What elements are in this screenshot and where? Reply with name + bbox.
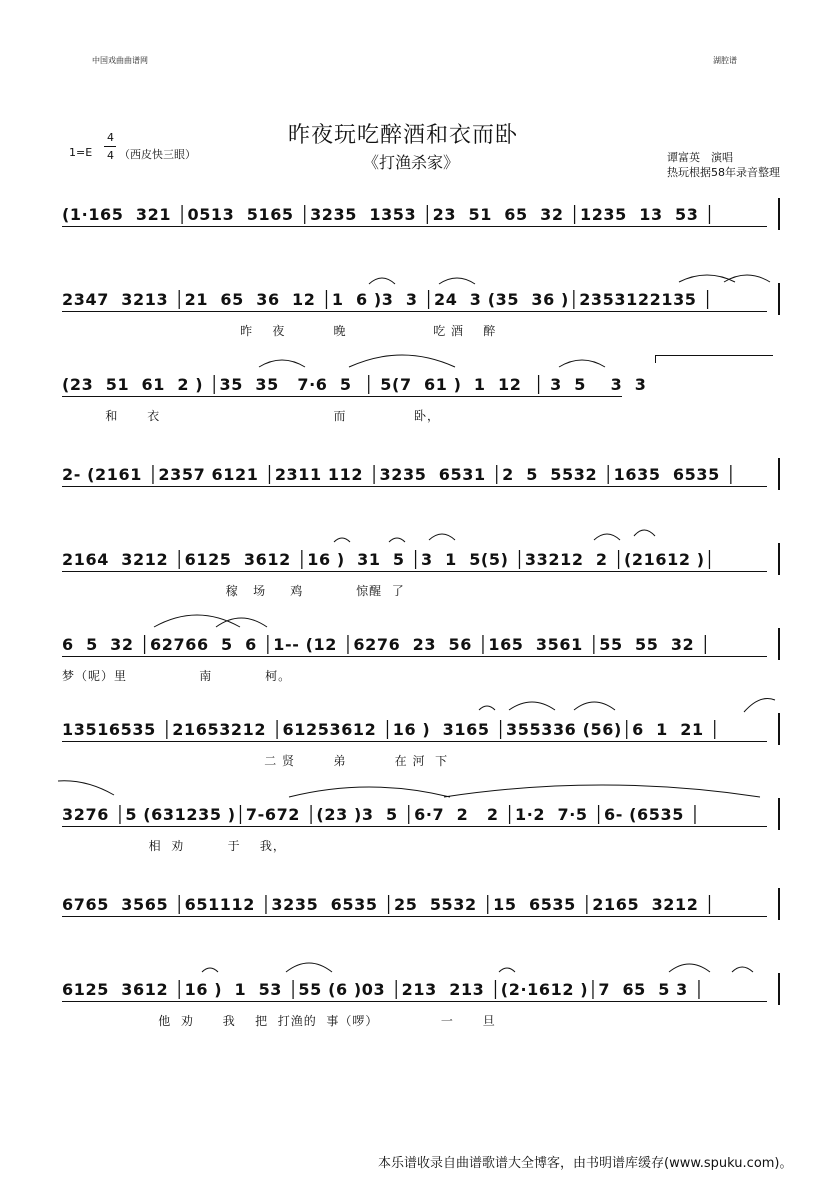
barline [778, 543, 780, 575]
slur-mark [632, 524, 657, 538]
notation-line: (23 51 61 2 ) │35 35 7·6 5 │ 5(7 61 ) 1 12 │ 3 5 3 3 [62, 375, 647, 394]
site-name: 中国戏曲曲谱网 [92, 56, 148, 65]
performer-credit: 谭富英 演唱 [667, 151, 733, 164]
score-row-10 [62, 980, 782, 1028]
notation-line: 6125 3612 │16 ) 1 53 │55 (6 )03 │213 213 │(2·1612 )│7 65 5 3 │ [62, 980, 705, 999]
notation-line: 2164 3212 │6125 3612 │16 ) 31 5 │3 1 5(5) │33212 2 │(21612 )│ [62, 550, 715, 569]
notation-line: 6765 3565 │651112 │3235 6535 │25 5532 │15 6535 │2165 3212 │ [62, 895, 715, 914]
page-subtitle: 《打渔杀家》 [363, 153, 460, 172]
beat-underline [62, 656, 767, 657]
slur-mark [347, 343, 457, 369]
score-row-2 [62, 290, 782, 338]
slur-mark [257, 353, 307, 369]
time-signature-line [104, 146, 116, 147]
bracket-tick [655, 355, 656, 363]
barline [778, 713, 780, 745]
time-signature-bottom: 4 [107, 149, 114, 162]
slur-mark [572, 694, 617, 712]
notation-line: 2- (2161 │2357 6121 │2311 112 │3235 6531 │2 5 5532 │1635 6535 │ [62, 465, 737, 484]
beat-underline [62, 741, 767, 742]
slur-mark [722, 268, 772, 284]
slur-mark [742, 694, 777, 714]
lyric-line: 和 衣 而 卧， [62, 409, 440, 423]
barline [778, 198, 780, 230]
barline [778, 628, 780, 660]
slur-mark [287, 777, 452, 799]
bracket-line [655, 355, 773, 356]
lyric-line: 昨 夜 晚 吃 酒 醉 [62, 324, 497, 338]
score-row-3 [62, 375, 782, 423]
score-row-1 [62, 205, 782, 245]
genre-label: 湖腔谱 [713, 56, 737, 65]
score-row-6 [62, 635, 782, 683]
score-row-8 [62, 805, 782, 853]
slur-mark [214, 609, 269, 629]
key-signature: 1=E [69, 146, 93, 159]
beat-underline [62, 226, 767, 227]
beat-underline [62, 396, 622, 397]
slur-mark [497, 962, 517, 974]
beat-underline [62, 571, 767, 572]
barline [778, 283, 780, 315]
slur-mark [507, 694, 557, 712]
arranger-credit: 热玩根据58年录音整理 [667, 166, 780, 179]
barline [778, 973, 780, 1005]
barline [778, 888, 780, 920]
slur-mark [56, 779, 116, 797]
score-row-9 [62, 895, 782, 935]
lyric-line: 二 贤 弟 在 河 下 [62, 754, 449, 768]
barline [778, 798, 780, 830]
footer-note: 本乐谱收录自曲谱歌谱大全博客，由书明谱库缓存(www.spuku.com)。 [378, 1156, 793, 1171]
slur-mark [284, 954, 334, 974]
notation-line: 3276 │5 (631235 )│7-672 │(23 )3 5 │6·7 2 2 │1·2 7·5 │6- (6535 │ [62, 805, 701, 824]
lyric-line: 他 劝 我 把 打渔的 事（啰） 一 旦 [62, 1014, 496, 1028]
lyric-line: 梦（呢）里 南 柯。 [62, 669, 292, 683]
slur-mark [200, 962, 220, 974]
notation-line: 2347 3213 │21 65 36 12 │1 6 )3 3 │24 3 (35 36 )│2353122135 │ [62, 290, 713, 309]
slur-mark [667, 956, 712, 974]
slur-mark [477, 700, 497, 712]
lyric-line: 稼 场 鸡 惊醒 了 [62, 584, 405, 598]
score-row-7 [62, 720, 782, 768]
beat-underline [62, 916, 767, 917]
slur-mark [437, 272, 477, 286]
slur-mark [387, 532, 407, 544]
time-signature-top: 4 [107, 131, 114, 144]
beat-underline [62, 486, 767, 487]
slur-mark [442, 773, 762, 799]
slur-mark [332, 532, 352, 544]
notation-line: 13516535 │21653212 │61253612 │16 ) 3165 │355336 (56)│6 1 21 │ [62, 720, 721, 739]
beat-underline [62, 311, 767, 312]
barline [778, 458, 780, 490]
notation-line: (1·165 321 │0513 5165 │3235 1353 │23 51 65 32 │1235 13 53 │ [62, 205, 715, 224]
slur-mark [730, 960, 755, 974]
slur-mark [557, 353, 607, 369]
score-row-5 [62, 550, 782, 598]
page-title: 昨夜玩吃醉酒和衣而卧 [288, 123, 519, 148]
slur-mark [367, 272, 397, 286]
slur-mark [592, 528, 622, 542]
beat-underline [62, 826, 767, 827]
notation-line: 6 5 32 │62766 5 6 │1-- (12 │6276 23 56 │165 3561 │55 55 32 │ [62, 635, 711, 654]
beat-underline [62, 1001, 767, 1002]
slur-mark [427, 528, 457, 542]
score-row-4 [62, 465, 782, 505]
mode-label: （西皮快三眼） [119, 148, 196, 161]
lyric-line: 相 劝 于 我， [62, 839, 286, 853]
